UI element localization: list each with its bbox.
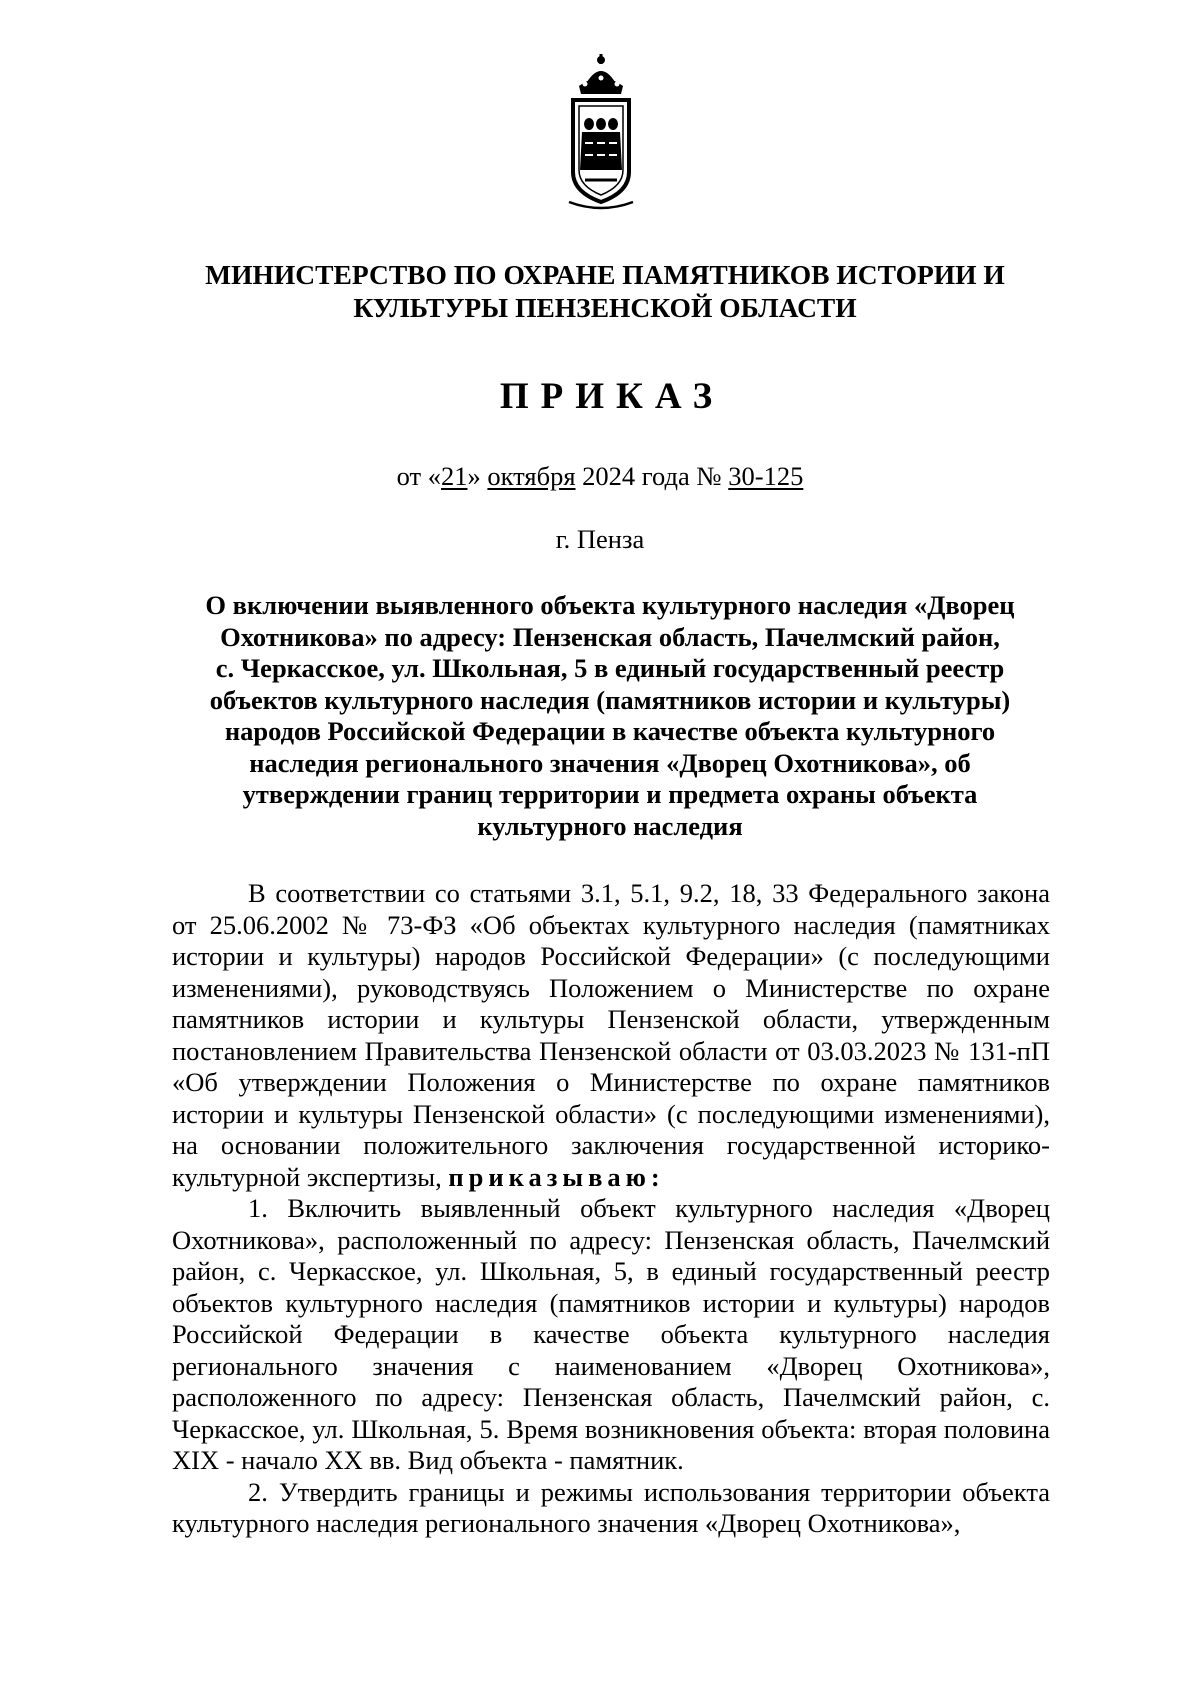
subject-line: наследия регионального значения «Дворец Охотникова», об — [249, 747, 971, 778]
ministry-line: МИНИСТЕРСТВО ПО ОХРАНЕ ПАМЯТНИКОВ ИСТОРИИ И — [205, 259, 1005, 290]
order-city: г. Пенза — [555, 524, 645, 554]
subject-line: Охотникова» по адресу: Пензенская область, Пачелмский район, — [220, 621, 1000, 652]
subject-line: с. Черкасское, ул. Школьная, 5 в единый государственный реестр — [215, 653, 1005, 683]
ministry-line: КУЛЬТУРЫ ПЕНЗЕНСКОЙ ОБЛАСТИ — [353, 292, 857, 323]
subject-line: культурного наследия — [477, 810, 743, 841]
preamble-text: В соответствии со статьями 3.1, 5.1, 9.2, 18, 33 Федерального закона от 25.06.2002 № 73-ФЗ «Об объектах культурного наследия (памятниках истории и культуры) народов Российской Федерации» (с последующими изменениями), руководствуясь Положением о Министерстве по охране памятников истории и культуры Пензенской области, утвержденным постановлением Правительства Пензенской области от 03.03.2023 № 131-пП «Об утверждении Положения о Министерстве по охране памятников истории и культуры Пензенской области» (с последующими изменениями), на основании положительного заключения государственной историко-культурной экспертизы, — [172, 878, 1050, 1192]
order-word: приказываю: — [448, 1161, 665, 1192]
order-day: 21 — [441, 461, 468, 491]
penza-oblast-coat-of-arms-icon — [565, 52, 637, 212]
date-mid: » — [467, 461, 488, 491]
order-number: 30-125 — [728, 461, 804, 491]
order-item-2: 2. Утвердить границы и режимы использования территории объекта культурного наследия регионального значения «Дворец Охотникова», — [172, 1476, 1050, 1538]
order-subject — [200, 590, 1020, 842]
order-month: октября — [487, 461, 576, 491]
subject-line: О включении выявленного объекта культурного наследия «Дворец — [205, 590, 1015, 620]
subject-line: объектов культурного наследия (памятников истории и культуры) — [209, 684, 1011, 715]
preamble-paragraph — [172, 878, 1050, 1193]
subject-line: утверждении границ территории и предмета охраны объекта — [242, 779, 978, 809]
order-body — [172, 878, 1050, 1540]
order-date-line — [300, 461, 900, 492]
ministry-name — [160, 258, 1050, 324]
subject-line: народов Российской Федерации в качестве объекта культурного — [224, 716, 996, 746]
order-title: ПРИКАЗ — [499, 376, 725, 417]
order-item-1: 1. Включить выявленный объект культурного наследия «Дворец Охотникова», расположенный по адресу: Пензенская область, Пачелмский район, с. Черкасское, ул. Школьная, 5, в единый государственный реестр объектов культурного наследия (памятников истории и культуры) народов Российской Федерации в качестве объекта культурного наследия регионального значения с наименованием «Дворец Охотникова», расположенного по адресу: Пензенская область, Пачелмский район, с. Черкасское, ул. Школьная, 5. Время возникновения объекта: вторая половина XIX - начало XX вв. Вид объекта - памятник. — [172, 1193, 1050, 1475]
order-year: 2024 года № — [575, 461, 729, 491]
date-prefix: от « — [396, 461, 442, 491]
